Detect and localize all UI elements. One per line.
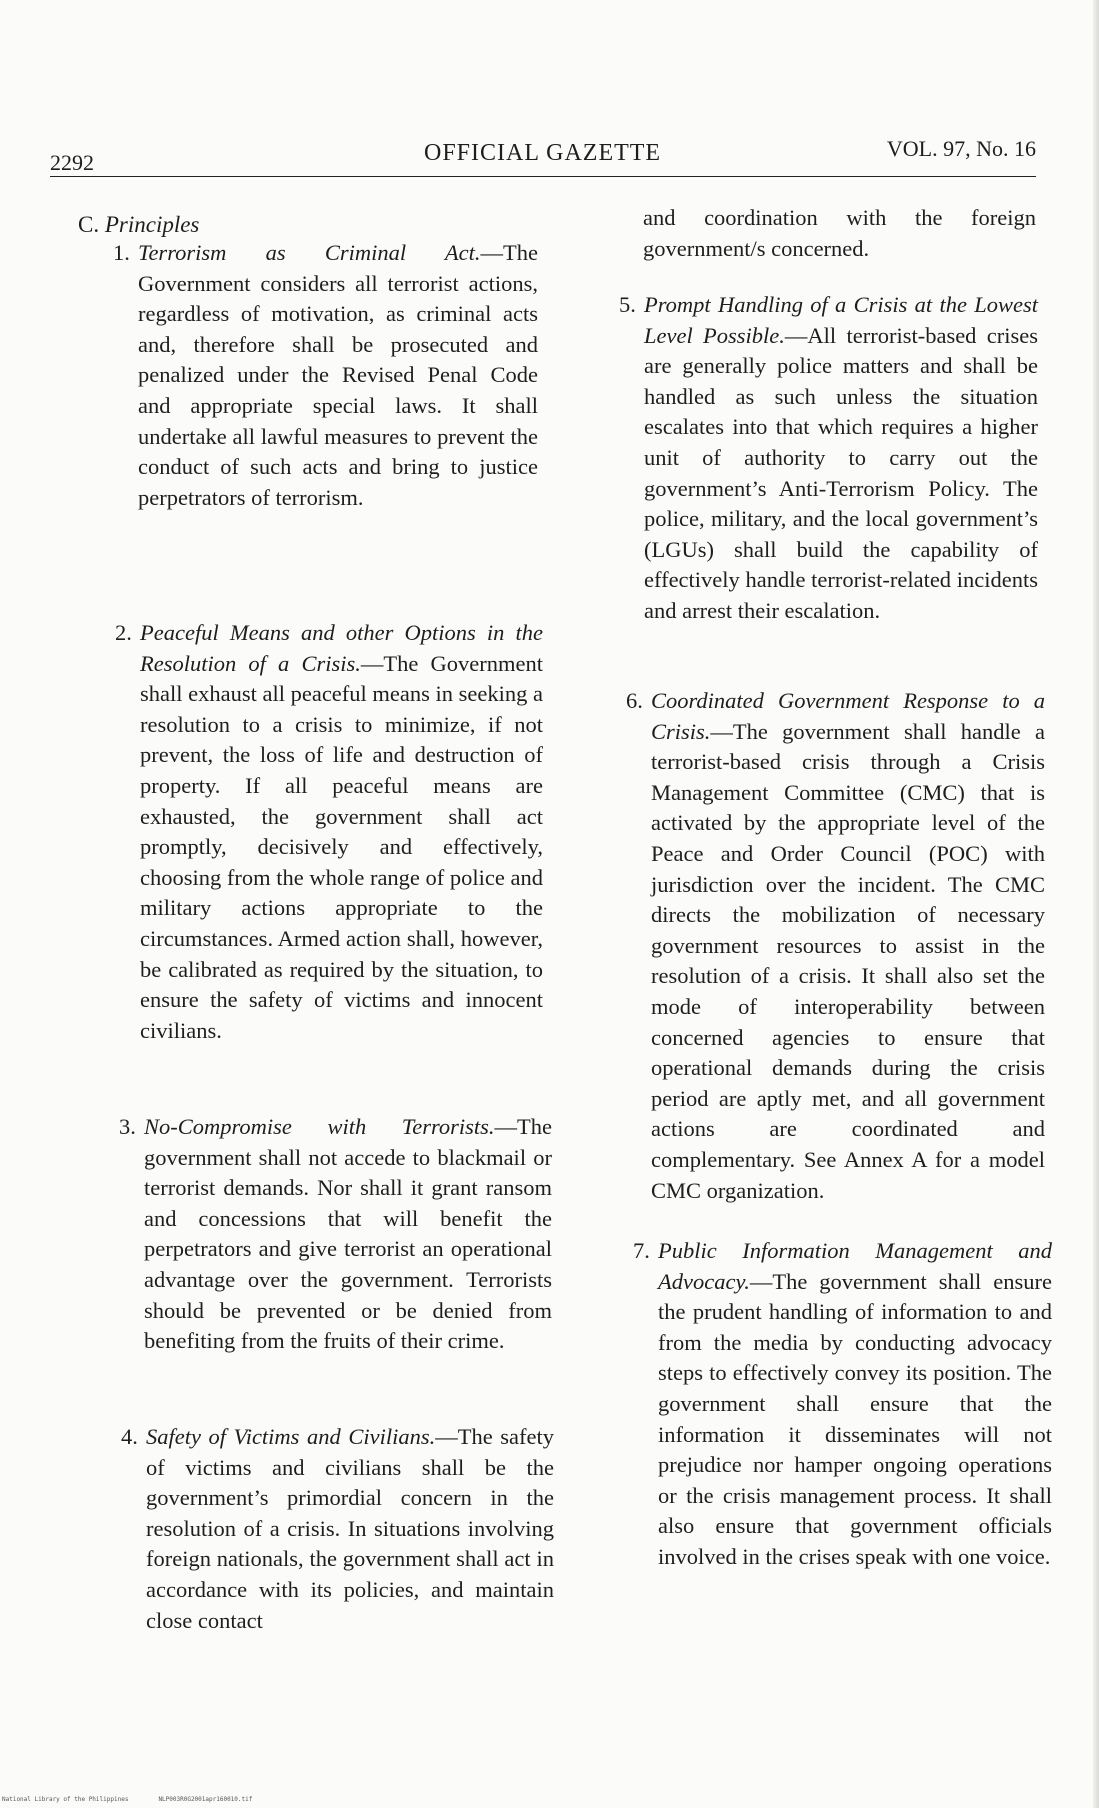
library-name: National Library of the Philippines xyxy=(2,1796,129,1803)
page-header xyxy=(50,136,1036,174)
scan-footer xyxy=(2,1796,252,1803)
item-number: 6. xyxy=(626,688,643,713)
item-number: 3. xyxy=(119,1114,136,1139)
principle-item-2 xyxy=(115,618,544,1046)
item-body: —The government shall not accede to blackmail or terrorist demands. Nor shall it grant ransom and concessions that will benefit the perpetrators and give terrorist an operational advantage over the government. Terrorists should be prevented or be denied from benefiting from the fruits of their crime. xyxy=(144,1114,552,1354)
item-number: 2. xyxy=(115,620,132,645)
item-heading: Terrorism as Criminal Act. xyxy=(138,240,481,265)
section-title: Principles xyxy=(104,212,200,237)
item-text xyxy=(651,686,1045,1206)
item-body: —The Government shall exhaust all peaceful means in seeking a resolution to a crisis to minimize, if not prevent, the loss of life and destruction of property. If all peaceful means are exhausted, the government shall act promptly, decisively and effectively, choosing from the whole range of police and military actions appropriate to the circumstances. Armed action shall, however, be calibrated as required by the situation, to ensure the safety of victims and innocent civilians. xyxy=(140,650,544,1043)
item-text xyxy=(146,1422,554,1636)
item-body: —The government shall ensure the prudent handling of information to and from the media by conducting advocacy steps to effectively convey its position. The government shall ensure that the information it disseminates will not prejudice nor hamper ongoing operations or the crisis management process. It shall also ensure that government officials involved in the crises speak with one voice. xyxy=(658,1268,1052,1569)
item-number: 5. xyxy=(619,292,636,317)
item-number: 4. xyxy=(121,1424,138,1449)
continuation-text: and coordination with the foreign government/s concerned. xyxy=(643,205,1036,261)
item-body: —All terrorist-based crises are generally police matters and shall be handled as such unless the situation escalates into that which requires a higher unit of authority to carry out the government’s Anti-Terrorism Policy. The police, military, and the local government’s (LGUs) shall build the capability of effectively handle terrorist-related incidents and arrest their escalation. xyxy=(644,322,1038,623)
item-body: —The government shall handle a terrorist-based crisis through a Crisis Management Committee (CMC) that is activated by the appropriate level of the Peace and Order Council (POC) with jurisdiction over the incident. The CMC directs the mobilization of necessary government resources to assist in the resolution of a crisis. It shall also set the mode of interoperability between concerned agencies to ensure that operational demands during the crisis period are aptly met, and all government actions are coordinated and complementary. See Annex A for a model CMC organization. xyxy=(651,718,1045,1203)
principle-item-6 xyxy=(626,686,1045,1206)
section-letter: C. xyxy=(78,212,100,237)
principle-item-5 xyxy=(619,290,1038,627)
item-heading: Public Information Management and Advocacy. xyxy=(658,1238,1052,1294)
principle-item-4 xyxy=(121,1422,554,1636)
item-text xyxy=(140,618,543,1046)
page-number: 2292 xyxy=(50,150,94,175)
item-text xyxy=(658,1236,1052,1573)
item-heading: Coordinated Government Response to a Crisis. xyxy=(651,688,1045,744)
item-number: 1. xyxy=(113,240,130,265)
volume-number: VOL. 97, No. 16 xyxy=(886,136,1036,161)
item-heading: Safety of Victims and Civilians. xyxy=(146,1424,436,1449)
section-heading xyxy=(78,212,199,238)
header-rule xyxy=(50,176,1036,177)
item-body: —The safety of victims and civilians shall be the government’s primordial concern in the resolution of a crisis. In situations involving foreign nationals, the government shall act in accordance with its policies, and maintain close contact xyxy=(146,1424,554,1633)
item-body: —The Government considers all terrorist actions, regardless of motivation, as criminal acts and, therefore shall be prosecuted and penalized under the Revised Penal Code and appropriate special laws. It shall undertake all lawful measures to prevent the conduct of such acts and bring to justice perpetrators of terrorism. xyxy=(138,240,538,510)
scan-edge xyxy=(1093,0,1099,1808)
publication-title: OFFICIAL GAZETTE xyxy=(424,140,662,166)
item-heading: Peaceful Means and other Options in the Resolution of a Crisis. xyxy=(140,620,543,676)
item-heading: Prompt Handling of a Crisis at the Lowest Level Possible. xyxy=(644,292,1038,348)
principle-item-1 xyxy=(113,238,538,513)
principle-item-3 xyxy=(119,1112,552,1357)
item-text xyxy=(644,290,1038,627)
item-text xyxy=(138,238,538,513)
principle-item-7 xyxy=(633,1236,1052,1573)
file-name: NLP003R0G2001apr160010.tif xyxy=(158,1796,253,1803)
item-text xyxy=(144,1112,552,1357)
item-heading: No-Compromise with Terrorists. xyxy=(144,1114,495,1139)
item-number: 7. xyxy=(633,1238,650,1263)
